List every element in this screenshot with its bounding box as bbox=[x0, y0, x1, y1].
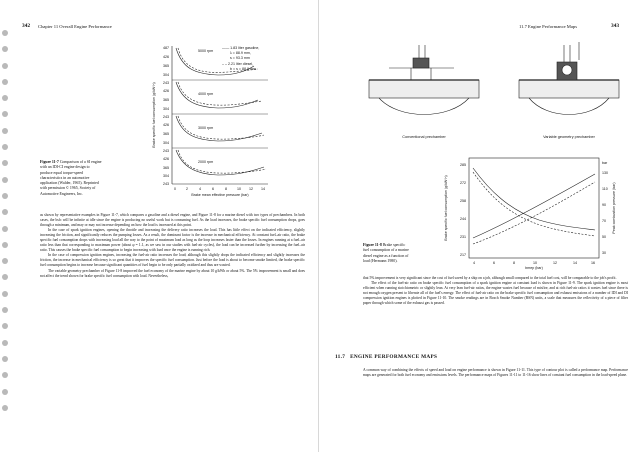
y-tick-label: 365 bbox=[163, 132, 169, 136]
y-tick-label: 304 bbox=[163, 174, 169, 178]
variable-prechamber-drawing bbox=[519, 42, 619, 115]
y-tick-label-left: 217 bbox=[460, 253, 466, 257]
y-tick-label: 426 bbox=[163, 89, 169, 93]
binding-hole bbox=[2, 405, 8, 411]
section-heading bbox=[335, 354, 437, 360]
binding-hole bbox=[2, 79, 8, 85]
binding-hole bbox=[2, 30, 8, 36]
running-head: 11.7 Engine Performance Maps bbox=[519, 24, 578, 29]
y-tick-label-right: 130 bbox=[602, 171, 608, 175]
y-tick-label: 243 bbox=[163, 115, 169, 119]
legend-line: s = 93.3 mm bbox=[230, 56, 250, 60]
prechamber-drawings bbox=[359, 40, 629, 140]
x-tick-label: 10 bbox=[533, 261, 537, 265]
figure-caption bbox=[40, 160, 130, 197]
figure-label: Figure 11-7 bbox=[40, 160, 59, 164]
conventional-label: Conventional prechamber bbox=[402, 135, 446, 139]
paragraph: A common way of combining the effects of speed and load on engine performance is shown in Figure 11-11. This type of contour plot is called a performance map. Performance maps are generated for both fuel economy and emissions levels. The performance maps of Figures 11-11 to 11-16 show lines of constant fuel consumption in the load-speed plane. bbox=[363, 368, 628, 378]
binding-hole bbox=[2, 111, 8, 117]
section-body-text bbox=[363, 368, 628, 378]
y-tick-label: 304 bbox=[163, 107, 169, 111]
y-axis-label: Brake specific fuel consumption (g/kW·h) bbox=[152, 82, 156, 148]
x-axis-label: Brake mean effective pressure (bar) bbox=[191, 193, 249, 197]
y-tick-label: 243 bbox=[163, 81, 169, 85]
binding-hole bbox=[2, 128, 8, 134]
binding-hole bbox=[2, 307, 8, 313]
figure-caption-text: Brake specific fuel consumption of a marine diesel engine as a function of load (Hermann 1980). bbox=[363, 243, 409, 263]
binding-hole bbox=[2, 340, 8, 346]
binding-hole bbox=[2, 63, 8, 69]
bsfc-curve-conventional bbox=[473, 168, 595, 230]
y-tick-label-left: 258 bbox=[460, 199, 466, 203]
y-tick-label-right: 110 bbox=[602, 187, 608, 191]
speed-label: 3000 rpm bbox=[198, 126, 214, 130]
figure-11-7 bbox=[150, 40, 270, 210]
curve-3000-diesel bbox=[178, 116, 264, 139]
y-tick-label: 243 bbox=[163, 149, 169, 153]
x-axis-label: bmep (bar) bbox=[525, 266, 543, 270]
page-number: 342 bbox=[22, 23, 31, 29]
y-tick-label: 426 bbox=[163, 157, 169, 161]
paragraph: The effect of the fuel-air ratio on brake specific fuel consumption of a spark ignition engine at constant load is shown in Figure 11-9. The spark ignition engine is most efficient when running stoichiometric or slightly lean. At very lean fuel-air ratios, the engine wastes fuel because of misfire, and at rich fuel-air ratios it wastes fuel since there is not enough oxygen present to liberate all of the fuel's energy. The effect of fuel-air ratio on the brake specific fuel consumption and exhaust emissions of a number of IDI and DI compression ignition engines is plotted in Figure 11-10. The smoke readings are in Bosch Smoke Number (BSN) units, a scale that measures the reflectivity of a piece of filter paper through which some of the exhaust gas is passed. bbox=[363, 281, 628, 306]
binding-hole bbox=[2, 95, 8, 101]
running-head: Chapter 11 Overall Engine Performance bbox=[38, 24, 112, 29]
x-tick-label: 8 bbox=[513, 261, 515, 265]
binding-hole bbox=[2, 291, 8, 297]
figure-caption-text: Comparison of a SI engine with an IDI-CI engine design to produce equal torque-speed characteristics in an automotive application (Walder, 1965). Reprinted with permission © 1965, Society of Automotive Engineers, Inc. bbox=[40, 160, 102, 196]
binding-hole bbox=[2, 46, 8, 52]
y-tick-label-left: 231 bbox=[460, 235, 466, 239]
y-tick-label-right: 50 bbox=[602, 235, 606, 239]
binding-hole bbox=[2, 389, 8, 395]
x-tick-label: 4 bbox=[473, 261, 475, 265]
y-tick-label: 487 bbox=[163, 46, 169, 50]
y-tick-label-right: 70 bbox=[602, 219, 606, 223]
binding-hole bbox=[2, 258, 8, 264]
figure-caption bbox=[363, 243, 433, 264]
legend-line: λ = 88.9 mm, bbox=[230, 51, 251, 55]
left-body-text bbox=[40, 213, 305, 279]
pressure-curve-conventional bbox=[473, 174, 595, 238]
binding-hole bbox=[2, 323, 8, 329]
y-tick-label: 365 bbox=[163, 166, 169, 170]
x-tick-label: 14 bbox=[261, 187, 265, 191]
x-tick-label: 10 bbox=[237, 187, 241, 191]
curve-4000-gasoline bbox=[176, 82, 258, 108]
paragraph: The variable geometry prechamber of Figure 11-8 improved the fuel economy of the marine engine by about 10 g/kWh or about 5%. The 5% improvement is small and does not affect the trend shown for brake specific fuel consumption with load. Nevertheless, bbox=[40, 268, 305, 278]
binding-hole bbox=[2, 242, 8, 248]
y-tick-label: 304 bbox=[163, 141, 169, 145]
speed-label: 4000 rpm bbox=[198, 92, 214, 96]
binding-holes bbox=[2, 30, 10, 421]
x-tick-label: 12 bbox=[249, 187, 253, 191]
x-tick-label: 4 bbox=[199, 187, 201, 191]
binding-hole bbox=[2, 372, 8, 378]
x-tick-label: 0 bbox=[174, 187, 176, 191]
legend-line: b = s = 88.9 mm bbox=[230, 67, 256, 71]
curve-2000-diesel bbox=[178, 150, 266, 173]
y-tick-label: 243 bbox=[163, 182, 169, 186]
figure-11-8 bbox=[439, 150, 619, 270]
y-tick-label-right: 30 bbox=[602, 251, 606, 255]
x-tick-label: 6 bbox=[212, 187, 214, 191]
variable-label: Variable geometry prechamber bbox=[543, 135, 595, 139]
y-tick-label: 426 bbox=[163, 55, 169, 59]
right-page bbox=[319, 0, 638, 452]
paragraph: In the case of compression ignition engines, increasing the fuel-air ratio increases the load; although this slightly drops the indicated efficiency and slightly increases the friction, the increase in mechanical efficiency is so great that it improves the specific fuel consumption. Just before the load is about to become smoke limited, the brake specific fuel consumption begins to increase because significant quantities of fuel begin to be only partially oxidized and thus are wasted. bbox=[40, 253, 305, 268]
section-title: ENGINE PERFORMANCE MAPS bbox=[350, 354, 438, 360]
y-tick-label: 365 bbox=[163, 64, 169, 68]
pressure-curve-variable bbox=[473, 182, 595, 244]
y-tick-label: 365 bbox=[163, 98, 169, 102]
x-tick-label: 12 bbox=[553, 261, 557, 265]
conventional-prechamber-drawing bbox=[369, 45, 479, 115]
binding-hole bbox=[2, 356, 8, 362]
binding-hole bbox=[2, 209, 8, 215]
binding-hole bbox=[2, 144, 8, 150]
y-tick-label-left: 285 bbox=[460, 163, 466, 167]
x-tick-label: 8 bbox=[225, 187, 227, 191]
figure-label: Figure 11-8 bbox=[363, 243, 382, 247]
legend-line: —— 1.83 liter gasoline, bbox=[222, 46, 260, 50]
paragraph: In the case of spark ignition engines, opening the throttle and increasing the delivery ratio increases the load. This has little effect on the indicated efficiency, slightly increasing the friction, and significantly reduces the pumping losses. As a result, the dominant factor is the increase in mechanical efficiency. At constant fuel–air ratio, the brake specific fuel consumption drops with increasing load all the way to the point of maximum load as long as the loop increases faster than the losses. In engines running at a fuel–air ratio less than that corresponding to maximum power (about φ = 1.1, as we saw in our studies with fuel-air cycles), the load can be increased further by increasing the fuel–air ratio. This causes the brake specific fuel consumption to begin increasing with load once the engine is running rich. bbox=[40, 228, 305, 253]
y-tick-label: 304 bbox=[163, 73, 169, 77]
y-tick-label-left: 272 bbox=[460, 181, 466, 185]
y-tick-label-right: 90 bbox=[602, 203, 606, 207]
y-axis-label-right: Peak combustion pressure (bar) bbox=[612, 182, 616, 234]
bsfc-curve-variable bbox=[473, 172, 595, 236]
speed-label: 2000 rpm bbox=[198, 160, 214, 164]
binding-hole bbox=[2, 274, 8, 280]
section-number: 11.7 bbox=[335, 354, 346, 360]
x-tick-label: 6 bbox=[493, 261, 495, 265]
curve-2000-gasoline bbox=[176, 150, 264, 175]
paragraph: that 5% improvement is very significant since the cost of fuel saved by a ship on a job, although small compared to the total fuel cost, will be comparable to the job's profit. bbox=[363, 276, 617, 280]
x-tick-label: 14 bbox=[573, 261, 577, 265]
right-body-text bbox=[363, 276, 628, 306]
paragraph: as shown by representative examples in Figure 11-7, which compares a gasoline and a diesel engine, and Figure 11-8 for a marine diesel with two types of prechambers. In both cases, the bsfc will be infinite at idle since the engine is producing no useful work but is consuming fuel. As the load increases, the brake specific fuel consumption drops, goes through a minimum, and may or may not increase depending on how the load is increased at this point. bbox=[40, 213, 305, 228]
bar-unit-label: bar bbox=[602, 161, 608, 165]
y-axis-label-left: Brake specific fuel consumption (g/kW·h) bbox=[444, 175, 448, 241]
x-tick-label: 16 bbox=[591, 261, 595, 265]
page-number: 343 bbox=[611, 23, 620, 29]
x-tick-label: 2 bbox=[186, 187, 188, 191]
binding-hole bbox=[2, 226, 8, 232]
y-tick-label: 426 bbox=[163, 123, 169, 127]
plot-frame bbox=[469, 158, 599, 258]
speed-label: 5000 rpm bbox=[198, 49, 214, 53]
binding-hole bbox=[2, 177, 8, 183]
y-tick-label-left: 244 bbox=[460, 217, 466, 221]
binding-hole bbox=[2, 160, 8, 166]
binding-hole bbox=[2, 193, 8, 199]
legend-line: – – 2.21 liter diesel, bbox=[222, 62, 254, 66]
